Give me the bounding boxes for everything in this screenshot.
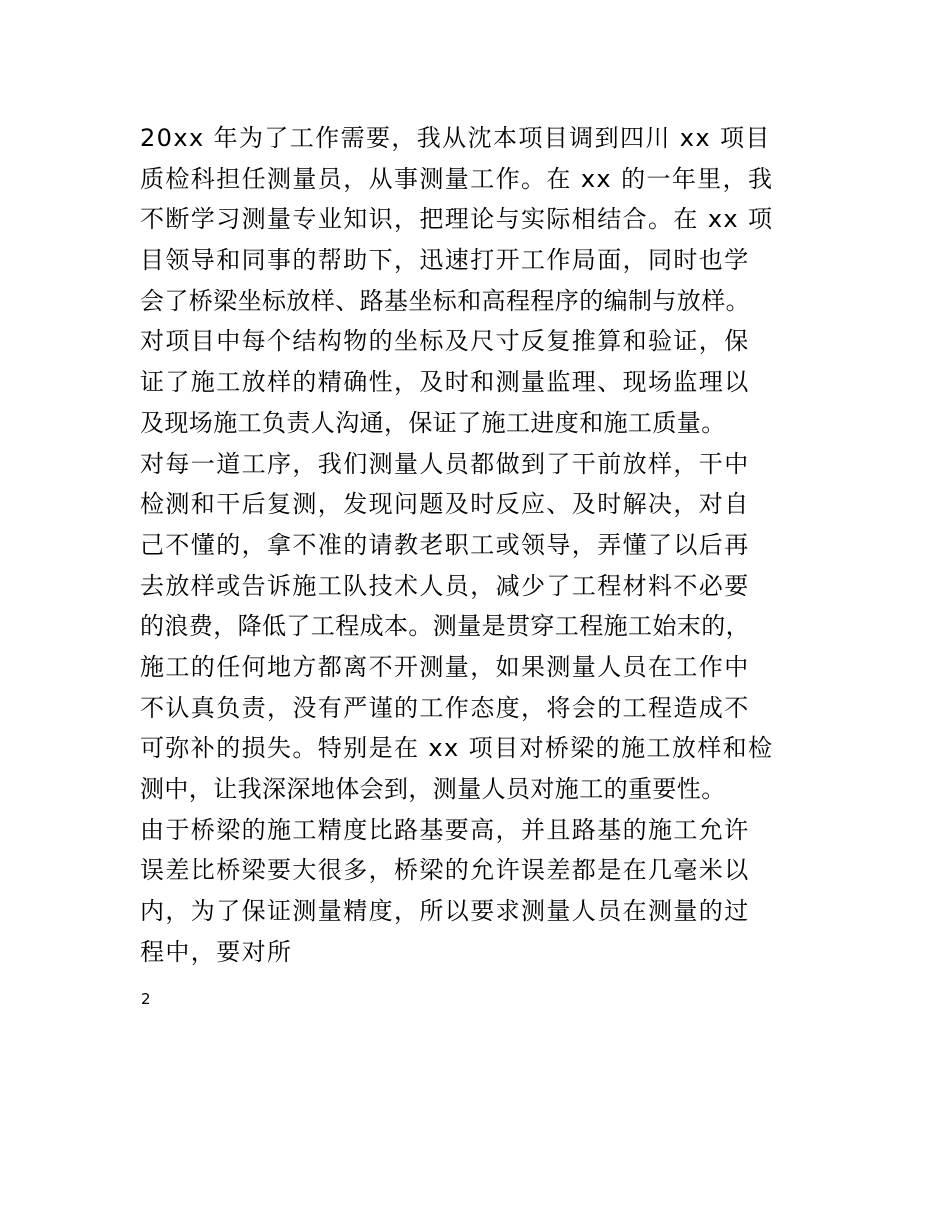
text-line: 目领导和同事的帮助下，迅速打开工作局面，同时也学 [140,246,750,275]
text-line: 可弥补的损失。特别是在 xx 项目对桥梁的施工放样和检 [140,734,774,763]
text-line: 不认真负责，没有严谨的工作态度，将会的工程造成不 [140,693,750,722]
text-line: 由于桥梁的施工精度比路基要高，并且路基的施工允许 [140,815,750,844]
text-line: 20xx 年为了工作需要，我从沈本项目调到四川 xx 项目 [140,124,771,152]
text-line: 对每一道工序，我们测量人员都做到了干前放样，干中 [140,449,750,478]
text-line: 程中，要对所 [140,937,293,966]
page-number: 2 [141,990,151,1008]
text-line: 不断学习测量专业知识，把理论与实际相结合。在 xx 项 [140,205,774,234]
text-line: 证了施工放样的精确性，及时和测量监理、现场监理以 [140,368,750,397]
text-line: 误差比桥梁要大很多，桥梁的允许误差都是在几毫米以 [140,856,750,885]
text-line: 质检科担任测量员，从事测量工作。在 xx 的一年里，我 [140,164,774,193]
text-line: 去放样或告诉施工队技术人员，减少了工程材料不必要 [140,571,750,600]
body-paragraph [140,118,820,972]
text-line: 对项目中每个结构物的坐标及尺寸反复推算和验证，保 [140,327,750,356]
text-line: 己不懂的，拿不准的请教老职工或领导，弄懂了以后再 [140,530,750,559]
text-line: 测中，让我深深地体会到，测量人员对施工的重要性。 [140,775,726,803]
text-line: 的浪费，降低了工程成本。测量是贯穿工程施工始末的， [140,612,750,641]
text-line: 会了桥梁坐标放样、路基坐标和高程程序的编制与放样。 [140,286,750,315]
text-line: 检测和干后复测，发现问题及时反应、及时解决，对自 [140,490,750,519]
text-line: 及现场施工负责人沟通，保证了施工进度和施工质量。 [140,408,726,437]
text-line: 内，为了保证测量精度，所以要求测量人员在测量的过 [140,897,750,926]
text-line: 施工的任何地方都离不开测量，如果测量人员在工作中 [140,652,750,681]
